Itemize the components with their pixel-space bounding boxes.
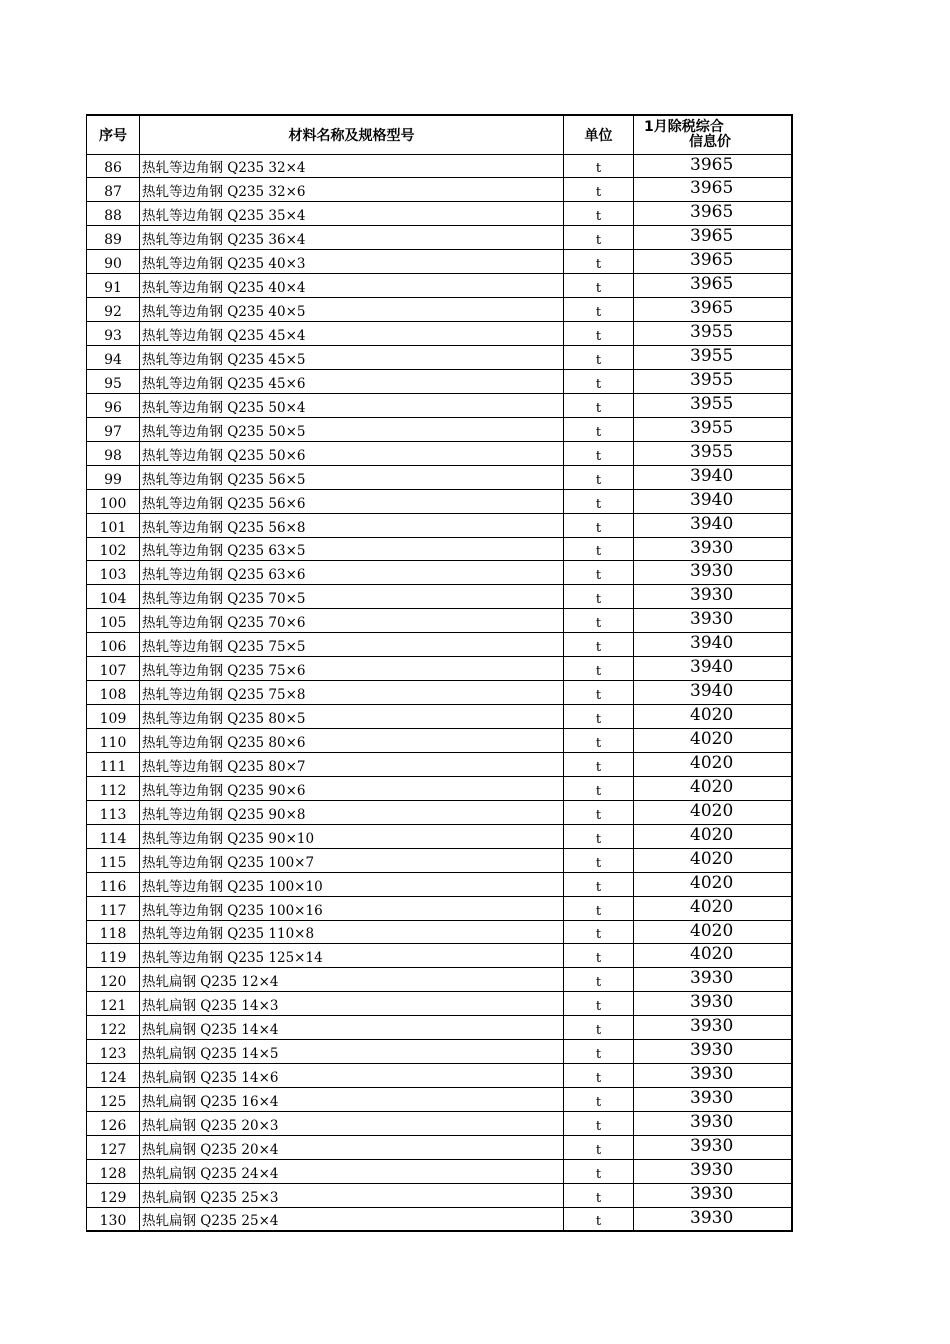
row-name: 热轧等边角钢 Q235 70×6 [140,609,564,633]
row-unit: t [564,226,634,250]
table-row [87,872,792,896]
row-unit: t [564,1159,634,1183]
row-name: 热轧等边角钢 Q235 32×6 [140,178,564,202]
row-name: 热轧等边角钢 Q235 70×5 [140,585,564,609]
row-price: 4020 [634,800,792,824]
row-price: 4020 [634,729,792,753]
table-row [87,729,792,753]
table-row [87,226,792,250]
row-unit: t [564,441,634,465]
row-no: 98 [87,441,140,465]
row-name: 热轧等边角钢 Q235 90×8 [140,800,564,824]
row-price: 3930 [634,585,792,609]
row-unit: t [564,537,634,561]
row-price: 3930 [634,1064,792,1088]
table-row [87,1040,792,1064]
row-no: 128 [87,1159,140,1183]
row-name: 热轧等边角钢 Q235 63×5 [140,537,564,561]
row-unit: t [564,154,634,178]
row-no: 90 [87,250,140,274]
row-no: 114 [87,824,140,848]
row-no: 110 [87,729,140,753]
row-no: 127 [87,1135,140,1159]
table-row [87,1183,792,1207]
row-price: 3930 [634,1135,792,1159]
table-header [87,115,792,154]
row-price: 3955 [634,369,792,393]
row-no: 117 [87,896,140,920]
row-name: 热轧等边角钢 Q235 75×8 [140,681,564,705]
row-no: 92 [87,298,140,322]
row-price: 3955 [634,417,792,441]
row-unit: t [564,1040,634,1064]
table-row [87,848,792,872]
header-price-line2: 信息价 [689,133,731,150]
row-no: 119 [87,944,140,968]
row-price: 4020 [634,705,792,729]
row-no: 122 [87,1016,140,1040]
row-price: 3965 [634,226,792,250]
row-no: 107 [87,657,140,681]
row-no: 100 [87,489,140,513]
row-price: 3930 [634,537,792,561]
row-no: 94 [87,346,140,370]
row-no: 121 [87,992,140,1016]
row-price: 3940 [634,489,792,513]
header-price [634,115,792,154]
table-row [87,752,792,776]
row-no: 123 [87,1040,140,1064]
table-row [87,561,792,585]
row-name: 热轧等边角钢 Q235 50×5 [140,417,564,441]
row-price: 3940 [634,633,792,657]
table-row [87,800,792,824]
row-name: 热轧等边角钢 Q235 56×6 [140,489,564,513]
table-row [87,489,792,513]
row-price: 4020 [634,920,792,944]
row-unit: t [564,489,634,513]
row-no: 95 [87,369,140,393]
price-table [86,114,793,1232]
header-name: 材料名称及规格型号 [140,115,564,154]
row-no: 93 [87,322,140,346]
row-no: 120 [87,968,140,992]
header-unit: 单位 [564,115,634,154]
row-name: 热轧扁钢 Q235 14×5 [140,1040,564,1064]
table-row [87,465,792,489]
row-price: 3930 [634,968,792,992]
row-name: 热轧等边角钢 Q235 100×7 [140,848,564,872]
row-no: 89 [87,226,140,250]
row-no: 125 [87,1088,140,1112]
row-price: 4020 [634,824,792,848]
row-unit: t [564,322,634,346]
table-row [87,992,792,1016]
table-row [87,1112,792,1136]
row-unit: t [564,346,634,370]
row-no: 109 [87,705,140,729]
row-unit: t [564,513,634,537]
table-row [87,441,792,465]
row-no: 130 [87,1207,140,1231]
row-no: 118 [87,920,140,944]
table-row [87,681,792,705]
row-name: 热轧等边角钢 Q235 45×4 [140,322,564,346]
row-no: 104 [87,585,140,609]
row-no: 106 [87,633,140,657]
header-price-line1: 1月除税综合 [644,118,724,135]
row-unit: t [564,465,634,489]
row-name: 热轧扁钢 Q235 25×3 [140,1183,564,1207]
row-price: 3965 [634,250,792,274]
row-unit: t [564,968,634,992]
table-row [87,896,792,920]
row-unit: t [564,1183,634,1207]
table-row [87,776,792,800]
row-unit: t [564,729,634,753]
table-row [87,944,792,968]
row-price: 3930 [634,1159,792,1183]
table-row [87,1088,792,1112]
table-body [87,154,792,1231]
row-unit: t [564,274,634,298]
row-name: 热轧等边角钢 Q235 50×6 [140,441,564,465]
row-price: 4020 [634,848,792,872]
row-name: 热轧等边角钢 Q235 80×5 [140,705,564,729]
row-unit: t [564,1088,634,1112]
row-name: 热轧等边角钢 Q235 50×4 [140,393,564,417]
row-price: 3940 [634,465,792,489]
row-price: 3930 [634,609,792,633]
row-unit: t [564,298,634,322]
row-price: 3965 [634,178,792,202]
row-name: 热轧等边角钢 Q235 56×5 [140,465,564,489]
row-no: 113 [87,800,140,824]
row-name: 热轧等边角钢 Q235 56×8 [140,513,564,537]
row-no: 101 [87,513,140,537]
row-no: 105 [87,609,140,633]
row-price: 3930 [634,1207,792,1231]
row-no: 102 [87,537,140,561]
row-price: 4020 [634,944,792,968]
row-no: 116 [87,872,140,896]
table-row [87,920,792,944]
row-unit: t [564,848,634,872]
row-unit: t [564,585,634,609]
row-name: 热轧扁钢 Q235 24×4 [140,1159,564,1183]
row-unit: t [564,417,634,441]
row-price: 3930 [634,561,792,585]
row-unit: t [564,369,634,393]
row-unit: t [564,896,634,920]
row-unit: t [564,633,634,657]
row-price: 3965 [634,202,792,226]
row-no: 96 [87,393,140,417]
table-row [87,1135,792,1159]
row-price: 3955 [634,322,792,346]
row-unit: t [564,776,634,800]
table-row [87,657,792,681]
row-price: 4020 [634,776,792,800]
table-row [87,1016,792,1040]
table-row [87,609,792,633]
row-name: 热轧等边角钢 Q235 90×6 [140,776,564,800]
table-row [87,298,792,322]
row-unit: t [564,250,634,274]
row-name: 热轧扁钢 Q235 25×4 [140,1207,564,1231]
row-name: 热轧等边角钢 Q235 36×4 [140,226,564,250]
row-no: 108 [87,681,140,705]
row-no: 97 [87,417,140,441]
table-row [87,250,792,274]
row-unit: t [564,752,634,776]
table-row [87,968,792,992]
row-unit: t [564,920,634,944]
row-unit: t [564,178,634,202]
row-price: 3955 [634,441,792,465]
row-price: 3965 [634,154,792,178]
row-price: 3965 [634,274,792,298]
row-unit: t [564,393,634,417]
row-price: 3930 [634,1088,792,1112]
row-unit: t [564,824,634,848]
table-row [87,1159,792,1183]
table-row [87,346,792,370]
table-row [87,1207,792,1231]
table-row [87,824,792,848]
row-price: 3955 [634,393,792,417]
row-no: 126 [87,1112,140,1136]
row-unit: t [564,944,634,968]
row-price: 3955 [634,346,792,370]
row-no: 91 [87,274,140,298]
row-unit: t [564,681,634,705]
table-row [87,585,792,609]
row-name: 热轧等边角钢 Q235 45×5 [140,346,564,370]
table-row [87,178,792,202]
row-name: 热轧扁钢 Q235 14×6 [140,1064,564,1088]
row-price: 3940 [634,513,792,537]
header-no: 序号 [87,115,140,154]
row-name: 热轧扁钢 Q235 12×4 [140,968,564,992]
row-unit: t [564,800,634,824]
row-name: 热轧扁钢 Q235 14×3 [140,992,564,1016]
row-price: 4020 [634,752,792,776]
row-name: 热轧等边角钢 Q235 35×4 [140,202,564,226]
row-no: 86 [87,154,140,178]
table-row [87,393,792,417]
row-unit: t [564,872,634,896]
row-unit: t [564,202,634,226]
row-name: 热轧等边角钢 Q235 125×14 [140,944,564,968]
row-no: 124 [87,1064,140,1088]
row-unit: t [564,657,634,681]
row-price: 4020 [634,872,792,896]
row-price: 3930 [634,1112,792,1136]
table-row [87,513,792,537]
row-name: 热轧等边角钢 Q235 40×5 [140,298,564,322]
row-no: 129 [87,1183,140,1207]
row-no: 99 [87,465,140,489]
row-price: 3930 [634,1040,792,1064]
table-row [87,202,792,226]
row-name: 热轧等边角钢 Q235 80×7 [140,752,564,776]
row-unit: t [564,992,634,1016]
row-name: 热轧等边角钢 Q235 40×3 [140,250,564,274]
row-unit: t [564,561,634,585]
row-name: 热轧等边角钢 Q235 75×6 [140,657,564,681]
row-price: 3930 [634,1016,792,1040]
table-row [87,705,792,729]
table-row [87,154,792,178]
row-no: 88 [87,202,140,226]
row-name: 热轧等边角钢 Q235 80×6 [140,729,564,753]
row-name: 热轧等边角钢 Q235 45×6 [140,369,564,393]
row-no: 112 [87,776,140,800]
row-price: 3930 [634,992,792,1016]
row-unit: t [564,1207,634,1231]
row-unit: t [564,1016,634,1040]
row-no: 87 [87,178,140,202]
row-price: 3940 [634,657,792,681]
row-price: 3930 [634,1183,792,1207]
row-name: 热轧扁钢 Q235 14×4 [140,1016,564,1040]
row-unit: t [564,1112,634,1136]
row-name: 热轧等边角钢 Q235 90×10 [140,824,564,848]
row-no: 103 [87,561,140,585]
row-name: 热轧等边角钢 Q235 75×5 [140,633,564,657]
row-no: 111 [87,752,140,776]
table-row [87,369,792,393]
row-name: 热轧等边角钢 Q235 110×8 [140,920,564,944]
row-name: 热轧扁钢 Q235 20×3 [140,1112,564,1136]
row-unit: t [564,1064,634,1088]
row-price: 3965 [634,298,792,322]
header-row [87,115,792,154]
row-unit: t [564,705,634,729]
table-row [87,1064,792,1088]
table-row [87,417,792,441]
row-name: 热轧等边角钢 Q235 32×4 [140,154,564,178]
row-name: 热轧等边角钢 Q235 100×16 [140,896,564,920]
table-row [87,537,792,561]
row-price: 4020 [634,896,792,920]
row-name: 热轧等边角钢 Q235 100×10 [140,872,564,896]
row-no: 115 [87,848,140,872]
row-name: 热轧扁钢 Q235 16×4 [140,1088,564,1112]
table-row [87,633,792,657]
row-name: 热轧等边角钢 Q235 40×4 [140,274,564,298]
table-row [87,322,792,346]
row-name: 热轧扁钢 Q235 20×4 [140,1135,564,1159]
row-name: 热轧等边角钢 Q235 63×6 [140,561,564,585]
row-price: 3940 [634,681,792,705]
row-unit: t [564,609,634,633]
table-row [87,274,792,298]
row-unit: t [564,1135,634,1159]
